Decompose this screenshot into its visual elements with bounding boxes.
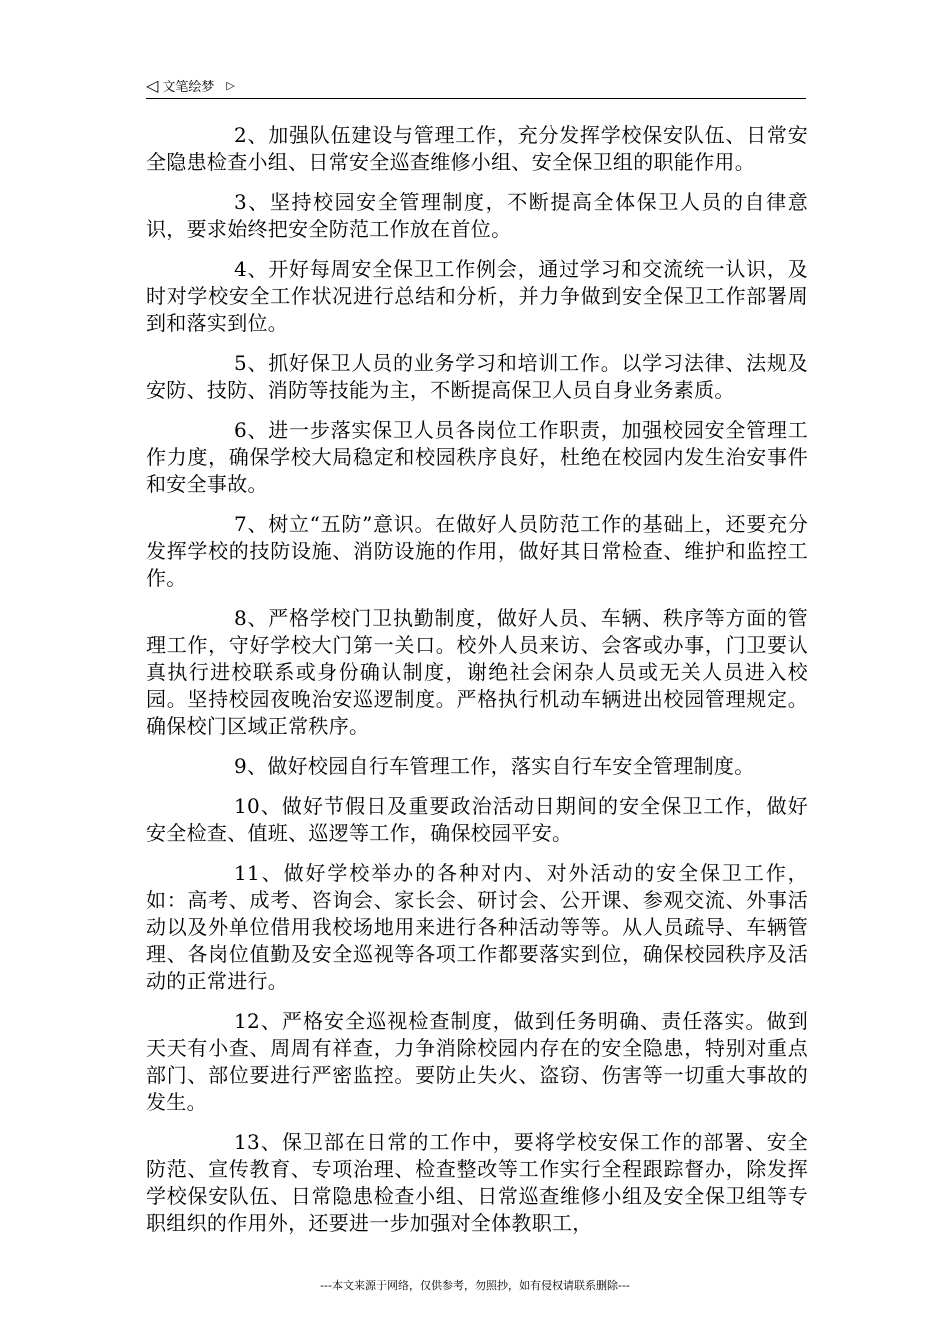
paragraph: 4、开好每周安全保卫工作例会，通过学习和交流统一认识，及时对学校安全工作状况进行总结和分析，并力争做到安全保卫工作部署周到和落实到位。	[146, 257, 808, 335]
page-header	[146, 70, 806, 99]
paragraph: 5、抓好保卫人员的业务学习和培训工作。以学习法律、法规及安防、技防、消防等技能为主，不断提高保卫人员自身业务素质。	[146, 351, 808, 402]
paragraph: 9、做好校园自行车管理工作，落实自行车安全管理制度。	[234, 754, 755, 778]
paragraph: 8、严格学校门卫执勤制度，做好人员、车辆、秩序等方面的管理工作，守好学校大门第一关口。校外人员来访、会客或办事，门卫要认真执行进校联系或身份确认制度，谢绝社会闲杂人员或无关人员进入校园。坚持校园夜晚治安巡逻制度。严格执行机动车辆进出校园管理规定。确保校门区域正常秩序。	[146, 606, 808, 738]
paragraph: 2、加强队伍建设与管理工作，充分发挥学校保安队伍、日常安全隐患检查小组、日常安全巡查维修小组、安全保卫组的职能作用。	[146, 123, 808, 174]
paragraph: 3、坚持校园安全管理制度，不断提高全体保卫人员的自律意识，要求始终把安全防范工作放在首位。	[146, 190, 808, 241]
triangle-right-icon: ▷	[226, 78, 235, 92]
paragraph: 6、进一步落实保卫人员各岗位工作职责，加强校园安全管理工作力度，确保学校大局稳定和校园秩序良好，杜绝在校园内发生治安事件和安全事故。	[146, 418, 808, 496]
header-brand	[146, 76, 235, 95]
page-footer: ---本文来源于网络，仅供参考，勿照抄，如有侵权请联系删除---	[320, 1279, 630, 1292]
paragraph: 11、做好学校举办的各种对内、对外活动的安全保卫工作，如：高考、成考、咨询会、家长会、研讨会、公开课、参观交流、外事活动以及外单位借用我校场地用来进行各种活动等等。从人员疏导、车辆管理、各岗位值勤及安全巡视等各项工作都要落实到位，确保校园秩序及活动的正常进行。	[146, 861, 808, 993]
brand-text: 文笔绘梦	[162, 80, 215, 95]
paragraph: 7、树立“五防”意识。在做好人员防范工作的基础上，还要充分发挥学校的技防设施、消防设施的作用，做好其日常检查、维护和监控工作。	[146, 512, 808, 590]
paragraph: 10、做好节假日及重要政治活动日期间的安全保卫工作，做好安全检查、值班、巡逻等工作，确保校园平安。	[146, 794, 808, 845]
paragraph: 12、严格安全巡视检查制度，做到任务明确、责任落实。做到天天有小查、周周有祥查，力争消除校园内存在的安全隐患，特别对重点部门、部位要进行严密监控。要防止失火、盗窃、伤害等一切重大事故的发生。	[146, 1009, 808, 1114]
triangle-left-icon: ◁	[146, 75, 159, 95]
document-body	[146, 122, 808, 1250]
paragraph: 13、保卫部在日常的工作中，要将学校安保工作的部署、安全防范、宣传教育、专项治理、检查整改等工作实行全程跟踪督办，除发挥学校保安队伍、日常隐患检查小组、日常巡查维修小组及安全保卫组等专职组织的作用外，还要进一步加强对全体教职工，	[146, 1130, 808, 1235]
